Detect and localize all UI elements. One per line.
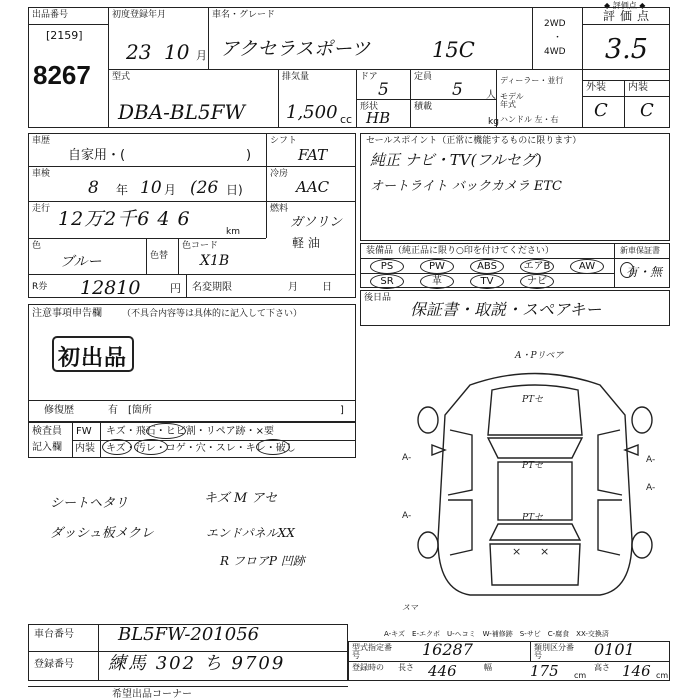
diagram-mark-roof: PTセ <box>522 461 544 471</box>
recycle-value: 12810 <box>80 277 141 299</box>
doors-label: ドア <box>360 72 378 82</box>
diagram-mark-hood: PTセ <box>522 395 544 405</box>
diagram-mark-top: A・Pリペア <box>515 351 564 361</box>
diagram-mark-right-1: A- <box>646 455 656 465</box>
car-damage-diagram <box>400 340 670 620</box>
name-change-month: 月 <box>288 282 298 293</box>
interior-items: キズ・汚レ・コゲ・穴・スレ・キレ・破し <box>106 443 296 454</box>
equipment-item-row2-1: 革 <box>432 276 442 287</box>
fw-items: キズ・飛石・ヒビ割・リペア跡・×要 <box>106 426 274 437</box>
mileage-label: 走行 <box>32 204 51 214</box>
diagram-mark-left-2: A- <box>402 511 412 521</box>
listing-label: 出品番号 <box>32 10 69 20</box>
equipment-item-circle-4 <box>570 259 604 274</box>
repair-close: ] <box>340 405 344 416</box>
displacement-label: 排気量 <box>282 72 310 82</box>
score-label: 評価点 <box>603 9 655 23</box>
height-label: 高さ <box>594 663 610 672</box>
equipment-item-circle-2 <box>470 259 504 274</box>
sales-points-label: セールスポイント（正常に機能するものに限ります） <box>366 136 582 146</box>
equipment-item-row2-circle-0 <box>370 274 404 289</box>
inspector-label-1: 検査員 <box>32 426 62 437</box>
width-label: 幅 <box>484 663 492 672</box>
color-code-label: 色コード <box>182 241 219 251</box>
equipment-item-row2-3: ナビ <box>527 276 547 287</box>
registration-label: 登録番号 <box>34 659 74 670</box>
color-code-value: X1B <box>200 253 230 269</box>
category-value: 0101 <box>594 640 635 659</box>
length-label: 長さ <box>398 663 414 672</box>
shift-value: FAT <box>298 146 328 164</box>
inspection-year-unit: 年 <box>116 183 129 197</box>
note-left-1: シートヘタリ <box>50 496 129 511</box>
cooler-label: 冷房 <box>270 169 289 179</box>
displacement-value: 1,500 <box>286 102 338 123</box>
attachments-value: 保証書・取説・スペアキー <box>410 300 602 319</box>
type-designation-label: 型式指定番号 <box>352 643 392 660</box>
notes-sub: （不具合内容等は具体的に記入して下さい） <box>122 309 303 319</box>
cooler-value: AAC <box>296 178 330 196</box>
model-year-label: モデル年式 <box>500 92 524 109</box>
fuel-label: 燃料 <box>270 204 289 214</box>
model-value: DBA-BL5FW <box>118 100 246 124</box>
interior-label: 内装 <box>628 82 648 93</box>
shift-label: シフト <box>270 136 298 146</box>
note-right-3: R フロアP 凹跡 <box>220 554 305 568</box>
dimensions-reg-label: 登録時の <box>352 663 384 672</box>
load-label: 積載 <box>414 102 433 112</box>
width-unit: cm <box>574 671 587 680</box>
equipment-item-0: PS <box>380 261 394 272</box>
history-close: ) <box>246 148 252 163</box>
fuel-value: ガソリン <box>290 215 343 230</box>
dealer-label: ディーラー・並行 <box>500 76 564 85</box>
first-registration-month: 10 <box>164 40 190 64</box>
equipment-item-3: エアB <box>523 261 551 272</box>
chassis-value: BL5FW-201056 <box>118 624 260 645</box>
bottom-label: 希望出品コーナー <box>112 689 192 700</box>
car-name-label: 車名・グレード <box>212 10 276 20</box>
damage-legend: A-キズ E-エクボ U-ヘコミ W-補修跡 S-サビ C-腐食 XX-交換済 <box>384 630 609 638</box>
fuel-alt: 軽 油 <box>292 236 320 250</box>
attachments-label: 後日品 <box>364 293 392 303</box>
length-value: 446 <box>428 662 457 680</box>
note-right-1: キズ M アセ <box>204 491 278 506</box>
sales-points-line1: 純正 ナビ・TV(フルセグ) <box>370 151 542 169</box>
equipment-item-circle-0 <box>370 259 404 274</box>
displacement-unit: cc <box>340 113 353 126</box>
notes-label: 注意事項申告欄 <box>32 308 102 319</box>
listing-number: 8267 <box>33 60 91 90</box>
warranty-value: 有・無 <box>626 265 663 279</box>
drive-dot: ・ <box>553 33 563 43</box>
inspector-label-2: 記入欄 <box>32 442 62 453</box>
height-value: 146 <box>622 662 651 680</box>
name-change-day: 日 <box>322 282 332 293</box>
name-change-label: 名変期限 <box>192 282 232 293</box>
drive-4wd: 4WD <box>544 47 566 57</box>
exterior-label: 外装 <box>586 82 606 93</box>
color-change-label: 色替 <box>150 251 169 261</box>
registration-value: 練馬 302 ち 9709 <box>108 653 286 674</box>
inspection-label: 車検 <box>32 169 51 179</box>
category-label: 類別区分番号 <box>534 643 574 660</box>
recycle-unit: 円 <box>170 282 181 295</box>
repair-label: 修復歴 <box>44 405 74 416</box>
equipment-item-1: PW <box>429 261 445 272</box>
diagram-mark-bottom: スマ <box>402 603 418 612</box>
inspection-month: 10 <box>140 178 162 198</box>
note-left-2: ダッシュ板メクレ <box>50 526 154 541</box>
equipment-item-row2-0: SR <box>380 276 394 287</box>
listing-sub-number: [2159] <box>46 29 83 42</box>
equipment-item-row2-2: TV <box>480 276 494 287</box>
equipment-item-row2-circle-1 <box>420 274 454 289</box>
handle-label: ハンドル 左・右 <box>500 115 559 124</box>
top-right-header: ◆ 評価点 ◆ <box>604 1 646 10</box>
diagram-mark-left-1: A- <box>402 453 412 463</box>
chassis-label: 車台番号 <box>34 629 74 640</box>
color-value: ブルー <box>60 254 102 270</box>
equipment-item-circle-3 <box>520 259 554 274</box>
equipment-item-circle-1 <box>420 259 454 274</box>
equipment-item-4: AW <box>578 261 596 272</box>
load-unit: kg <box>488 117 499 127</box>
warranty-circle <box>620 262 634 278</box>
inspection-day: (26 <box>190 178 219 198</box>
diagram-mark-x-1: × <box>512 545 522 558</box>
exterior-value: C <box>594 100 608 121</box>
diagram-mark-trunk: PTセ <box>522 513 544 523</box>
score-value: 3.5 <box>605 34 648 65</box>
month-unit: 月 <box>196 49 207 62</box>
interior-inspect-label: 内装 <box>75 443 95 454</box>
color-label: 色 <box>32 241 42 251</box>
capacity-label: 定員 <box>414 72 433 82</box>
model-label: 型式 <box>112 72 131 82</box>
shape-value: HB <box>366 109 391 127</box>
warranty-label: 新車保証書 <box>620 246 660 255</box>
interior-value: C <box>640 100 654 121</box>
drive-2wd: 2WD <box>544 19 566 29</box>
diagram-mark-right-2: A- <box>646 483 656 493</box>
equipment-item-row2-circle-3 <box>520 274 554 289</box>
inspection-year: 8 <box>88 178 99 198</box>
first-listing-stamp: 初出品 <box>58 345 128 370</box>
fw-label: FW <box>76 426 92 437</box>
diagram-mark-x-2: × <box>540 545 550 558</box>
first-registration-year: 23 <box>126 40 152 64</box>
shape-label: 形状 <box>360 102 379 112</box>
mileage-unit: km <box>226 227 240 237</box>
equipment-label: 装備品（純正品に限り○印を付けてください） <box>366 246 554 256</box>
car-grade: 15C <box>432 38 475 62</box>
note-right-2: エンドパネルXX <box>206 526 295 540</box>
inspection-month-unit: 月 <box>164 183 177 197</box>
width-value: 175 <box>530 662 559 680</box>
type-designation-value: 16287 <box>422 640 473 659</box>
capacity-unit: 人 <box>486 90 496 101</box>
capacity-value: 5 <box>452 80 463 100</box>
doors-value: 5 <box>378 80 389 100</box>
first-registration-label: 初度登録年月 <box>112 10 167 20</box>
mileage-value: 12万2千6 4 6 <box>58 208 191 230</box>
repair-bracket: [箇所 <box>128 405 152 416</box>
repair-value: 有 <box>108 405 118 416</box>
history-value: 自家用・( <box>68 148 126 163</box>
history-label: 車歴 <box>32 136 51 146</box>
sales-points-line2: オートライト バックカメラ ETC <box>370 179 562 194</box>
inspection-day-unit: 日) <box>226 183 243 197</box>
car-name: アクセラスポーツ <box>220 38 371 60</box>
equipment-item-2: ABS <box>477 261 497 272</box>
height-unit: cm <box>656 671 669 680</box>
equipment-item-row2-circle-2 <box>470 274 504 289</box>
recycle-label: R券 <box>32 282 48 292</box>
